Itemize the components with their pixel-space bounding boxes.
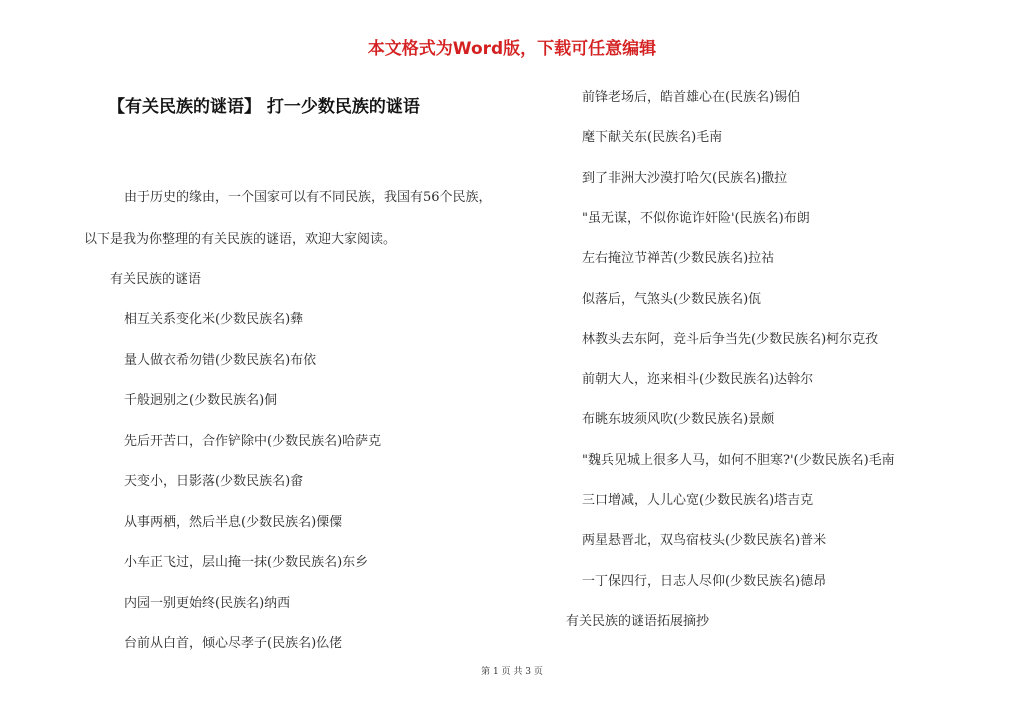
right-riddle-5: 左右掩泣节禅苦(少数民族名)拉祜 <box>582 251 775 267</box>
left-riddle-3: 千般迥别之(少数民族名)侗 <box>124 393 278 408</box>
left-riddle-2: 量人做衣希勿错(少数民族名)布依 <box>124 352 317 368</box>
intro-line-1: 由于历史的缘由，一个国家可以有不同民族，我国有56个民族， <box>124 190 492 205</box>
right-riddle-9: 布眺东坡须风吹(少数民族名)景颇 <box>582 412 775 428</box>
page-title: 【有关民族的谜语】 打一少数民族的谜语 <box>108 97 420 117</box>
right-riddle-11: 三口增减，人儿心宽(少数民族名)塔吉克 <box>582 493 814 508</box>
left-riddle-9: 台前从白首，倾心尽孝子(民族名)仫佬 <box>124 636 343 651</box>
right-riddle-3: 到了非洲大沙漠打哈欠(民族名)撒拉 <box>582 170 788 186</box>
right-riddle-13: 一丁保四行，日志人尽仰(少数民族名)德昂 <box>582 573 827 589</box>
left-riddle-1: 相互关系变化米(少数民族名)彝 <box>124 312 304 327</box>
right-riddle-12: 两星悬晋北，双鸟宿枝头(少数民族名)普米 <box>582 533 827 549</box>
right-riddle-7: 林教头去东阿，竞斗后争当先(少数民族名)柯尔克孜 <box>582 331 879 347</box>
left-riddle-6: 从事两栖，然后半息(少数民族名)傈僳 <box>124 514 343 530</box>
extension-heading: 有关民族的谜语拓展摘抄 <box>566 614 710 629</box>
intro-line-2: 以下是我为你整理的有关民族的谜语，欢迎大家阅读。 <box>84 232 397 247</box>
right-riddle-8: 前朝大人，迩来相斗(少数民族名)达斡尔 <box>582 372 814 388</box>
download-banner: 本文格式为Word版，下载可任意编辑 <box>367 39 657 59</box>
left-riddle-5: 天变小，日影落(少数民族名)畲 <box>124 474 304 489</box>
right-riddle-1: 前锋老场后，皓首雄心在(民族名)锡伯 <box>582 90 801 105</box>
right-riddle-4: "虽无谋，不似你诡诈奸险'(民族名)布朗 <box>582 210 810 226</box>
section-heading: 有关民族的谜语 <box>110 272 202 287</box>
page-footer: 第 1 页 共 3 页 <box>481 667 543 677</box>
right-riddle-10: "魏兵见城上很多人马，如何不胆寒?'(少数民族名)毛南 <box>582 452 895 468</box>
right-riddle-2: 麾下献关东(民族名)毛南 <box>582 130 723 146</box>
left-riddle-4: 先后开苦口，合作铲除中(少数民族名)哈萨克 <box>124 433 382 449</box>
left-riddle-7: 小车正飞过，层山掩一抹(少数民族名)东乡 <box>124 555 369 570</box>
left-riddle-8: 内园一别更始终(民族名)纳西 <box>124 595 291 611</box>
right-riddle-6: 似落后，气煞头(少数民族名)佤 <box>582 291 762 307</box>
